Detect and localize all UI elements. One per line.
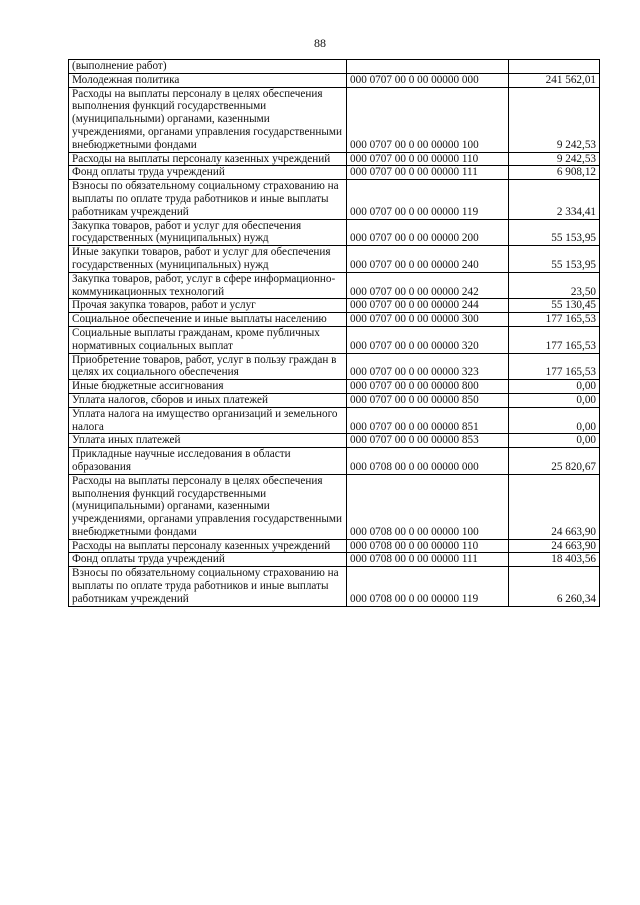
row-code: 000 0708 00 0 00 00000 110 [347,539,509,553]
row-amount: 25 820,67 [509,448,600,475]
row-amount: 0,00 [509,393,600,407]
row-code [347,60,509,74]
row-name: Закупка товаров, работ, услуг в сфере информационно-коммуникационных технологий [69,272,347,299]
row-amount: 0,00 [509,380,600,394]
row-name: (выполнение работ) [69,60,347,74]
row-code: 000 0707 00 0 00 00000 850 [347,393,509,407]
row-amount: 18 403,56 [509,553,600,567]
row-name: Молодежная политика [69,73,347,87]
row-amount: 177 165,53 [509,353,600,380]
row-code: 000 0707 00 0 00 00000 242 [347,272,509,299]
table-row [69,353,600,380]
table-row [69,73,600,87]
table-row [69,246,600,273]
budget-table-body [69,60,600,607]
page-number: 88 [314,36,326,50]
table-row [69,272,600,299]
row-code: 000 0708 00 0 00 00000 111 [347,553,509,567]
row-amount: 2 334,41 [509,180,600,219]
table-row [69,407,600,434]
row-name: Уплата налогов, сборов и иных платежей [69,393,347,407]
row-code: 000 0708 00 0 00 00000 100 [347,474,509,539]
table-row [69,87,600,152]
budget-table [68,59,600,607]
row-code: 000 0708 00 0 00 00000 000 [347,448,509,475]
row-name: Фонд оплаты труда учреждений [69,166,347,180]
row-name: Приобретение товаров, работ, услуг в пользу граждан в целях их социального обеспечения [69,353,347,380]
table-row [69,166,600,180]
table-row [69,313,600,327]
row-name: Взносы по обязательному социальному страхованию на выплаты по оплате труда работников и иные выплаты работникам учреждений [69,180,347,219]
row-name: Социальные выплаты гражданам, кроме публичных нормативных социальных выплат [69,326,347,353]
row-code: 000 0707 00 0 00 00000 111 [347,166,509,180]
row-name: Социальное обеспечение и иные выплаты населению [69,313,347,327]
table-row [69,539,600,553]
table-row [69,567,600,606]
row-name: Взносы по обязательному социальному страхованию на выплаты по оплате труда работников и иные выплаты работникам учреждений [69,567,347,606]
row-name: Закупка товаров, работ и услуг для обеспечения государственных (муниципальных) нужд [69,219,347,246]
row-amount: 9 242,53 [509,152,600,166]
row-code: 000 0708 00 0 00 00000 119 [347,567,509,606]
row-amount: 55 153,95 [509,246,600,273]
row-code: 000 0707 00 0 00 00000 000 [347,73,509,87]
table-row [69,393,600,407]
row-code: 000 0707 00 0 00 00000 851 [347,407,509,434]
row-amount: 241 562,01 [509,73,600,87]
table-row [69,448,600,475]
row-name: Расходы на выплаты персоналу казенных учреждений [69,539,347,553]
row-code: 000 0707 00 0 00 00000 320 [347,326,509,353]
table-row [69,434,600,448]
row-code: 000 0707 00 0 00 00000 800 [347,380,509,394]
row-amount: 6 908,12 [509,166,600,180]
row-amount: 0,00 [509,434,600,448]
row-amount: 55 153,95 [509,219,600,246]
row-name: Расходы на выплаты персоналу в целях обеспечения выполнения функций государственными (муниципальными) органами, казенными учреждениями, органами управления государственными внебюджетными фондами [69,87,347,152]
row-code: 000 0707 00 0 00 00000 244 [347,299,509,313]
row-code: 000 0707 00 0 00 00000 110 [347,152,509,166]
row-amount [509,60,600,74]
row-amount: 6 260,34 [509,567,600,606]
table-row [69,380,600,394]
row-name: Прикладные научные исследования в области образования [69,448,347,475]
row-name: Уплата иных платежей [69,434,347,448]
row-code: 000 0707 00 0 00 00000 323 [347,353,509,380]
row-amount: 177 165,53 [509,313,600,327]
row-amount: 23,50 [509,272,600,299]
table-row [69,180,600,219]
row-amount: 177 165,53 [509,326,600,353]
row-name: Прочая закупка товаров, работ и услуг [69,299,347,313]
row-name: Расходы на выплаты персоналу казенных учреждений [69,152,347,166]
row-name: Иные бюджетные ассигнования [69,380,347,394]
table-row [69,474,600,539]
row-name: Фонд оплаты труда учреждений [69,553,347,567]
row-name: Уплата налога на имущество организаций и земельного налога [69,407,347,434]
row-code: 000 0707 00 0 00 00000 200 [347,219,509,246]
row-amount: 0,00 [509,407,600,434]
row-amount: 24 663,90 [509,474,600,539]
row-code: 000 0707 00 0 00 00000 240 [347,246,509,273]
table-row [69,60,600,74]
table-row [69,299,600,313]
row-name: Иные закупки товаров, работ и услуг для обеспечения государственных (муниципальных) нужд [69,246,347,273]
row-code: 000 0707 00 0 00 00000 853 [347,434,509,448]
row-code: 000 0707 00 0 00 00000 300 [347,313,509,327]
row-code: 000 0707 00 0 00 00000 100 [347,87,509,152]
row-amount: 55 130,45 [509,299,600,313]
row-amount: 24 663,90 [509,539,600,553]
table-row [69,553,600,567]
table-row [69,152,600,166]
row-name: Расходы на выплаты персоналу в целях обеспечения выполнения функций государственными (муниципальными) органами, казенными учреждениями, органами управления государственными внебюджетными фондами [69,474,347,539]
table-row [69,326,600,353]
table-row [69,219,600,246]
row-code: 000 0707 00 0 00 00000 119 [347,180,509,219]
row-amount: 9 242,53 [509,87,600,152]
